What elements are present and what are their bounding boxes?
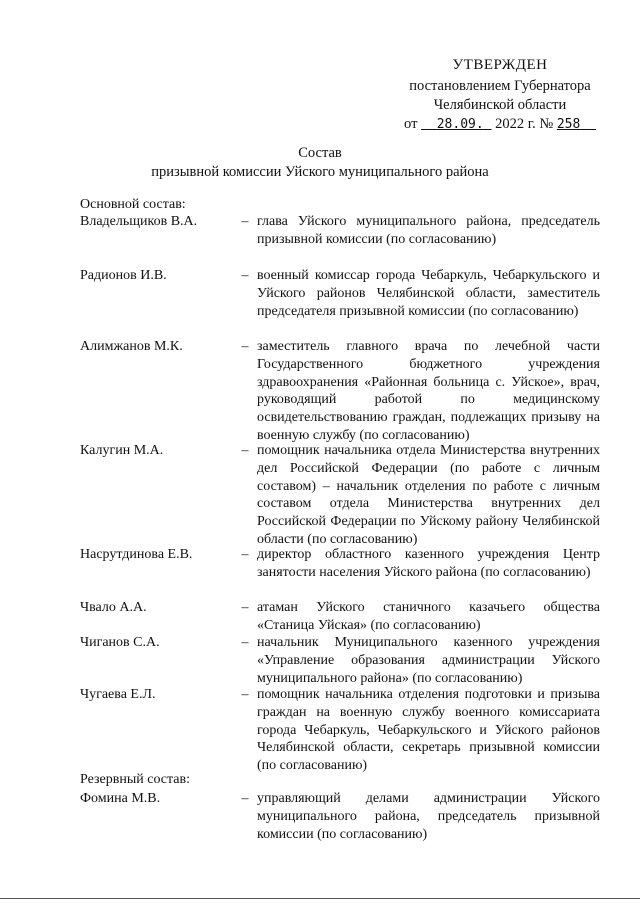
approval-block	[400, 56, 600, 134]
member-dash: –	[241, 791, 249, 806]
member-role: атаман Уйского станичного казачьего общества «Станица Уйская» (по согласованию)	[257, 600, 600, 633]
member-role: помощник начальника отделения подготовки и призыва граждан на военную службу военного комиссариата города Чебаркуль, Чебаркульского и Уйского районов Челябинской области, секретарь призывной комиссии (по согласованию)	[257, 687, 600, 774]
approval-date-line	[400, 115, 600, 134]
member-name: Радионов И.В.	[80, 268, 167, 283]
member-name: Владельщиков В.А.	[80, 214, 198, 229]
reserve-section-label: Резервный состав:	[80, 772, 191, 787]
member-role: управляющий делами администрации Уйского муниципального района, председатель призывной комиссии (по согласованию)	[257, 791, 600, 842]
member-role: директор областного казенного учреждения Центр занятости населения Уйского района (по согласованию)	[257, 547, 600, 580]
title-line-2: призывной комиссии Уйского муниципального района	[151, 164, 489, 180]
member-dash: –	[241, 547, 249, 562]
document-title	[0, 144, 640, 182]
member-name: Алимжанов М.К.	[80, 339, 183, 354]
member-name: Чвало А.А.	[80, 600, 147, 615]
member-dash: –	[241, 687, 249, 702]
member-dash: –	[241, 339, 249, 354]
member-role: военный комиссар города Чебаркуль, Чебаркульского и Уйского районов Челябинской области, заместитель председателя призывной комиссии (по согласованию)	[257, 268, 600, 319]
approval-date: 28.09.	[436, 117, 484, 132]
title-line-1: Состав	[298, 145, 342, 161]
approval-line-1: постановлением Губернатора	[409, 78, 591, 94]
member-name: Калугин М.А.	[80, 443, 164, 458]
approval-line-2: Челябинской области	[433, 97, 567, 113]
main-section-label: Основной состав:	[80, 197, 186, 212]
member-name: Насрутдинова Е.В.	[80, 547, 193, 562]
page-bottom-border	[0, 898, 640, 899]
member-dash: –	[241, 635, 249, 650]
member-role: начальник Муниципального казенного учреждения «Управление образования администрации Уйского муниципального района» (по согласованию)	[257, 635, 600, 686]
member-role: заместитель главного врача по лечебной части Государственного бюджетного учреждения здравоохранения «Районная больница с. Уйское», врач, руководящий работой по медицинскому освидетельствованию граждан, подлежащих призыву на военную службу (по согласованию)	[257, 339, 600, 443]
approval-heading: УТВЕРЖДЕН	[452, 57, 548, 73]
member-dash: –	[241, 268, 249, 283]
date-prefix: от	[404, 116, 418, 132]
member-dash: –	[241, 443, 249, 458]
member-role: глава Уйского муниципального района, председатель призывной комиссии (по согласованию)	[257, 214, 600, 247]
member-name: Чиганов С.А.	[80, 635, 160, 650]
member-name: Чугаева Е.Л.	[80, 687, 156, 702]
member-role: помощник начальника отдела Министерства внутренних дел Российской Федерации (по работе с личным составом) – начальник отделения по работе с личным составом отдела Министерства внутренних дел Российской Федерации по Уйскому району Челябинской области (по согласованию)	[257, 443, 600, 547]
member-dash: –	[241, 214, 249, 229]
member-dash: –	[241, 600, 249, 615]
approval-number: 258	[556, 117, 581, 132]
approval-year: 2022 г. №	[495, 116, 554, 132]
member-name: Фомина М.В.	[80, 791, 161, 806]
